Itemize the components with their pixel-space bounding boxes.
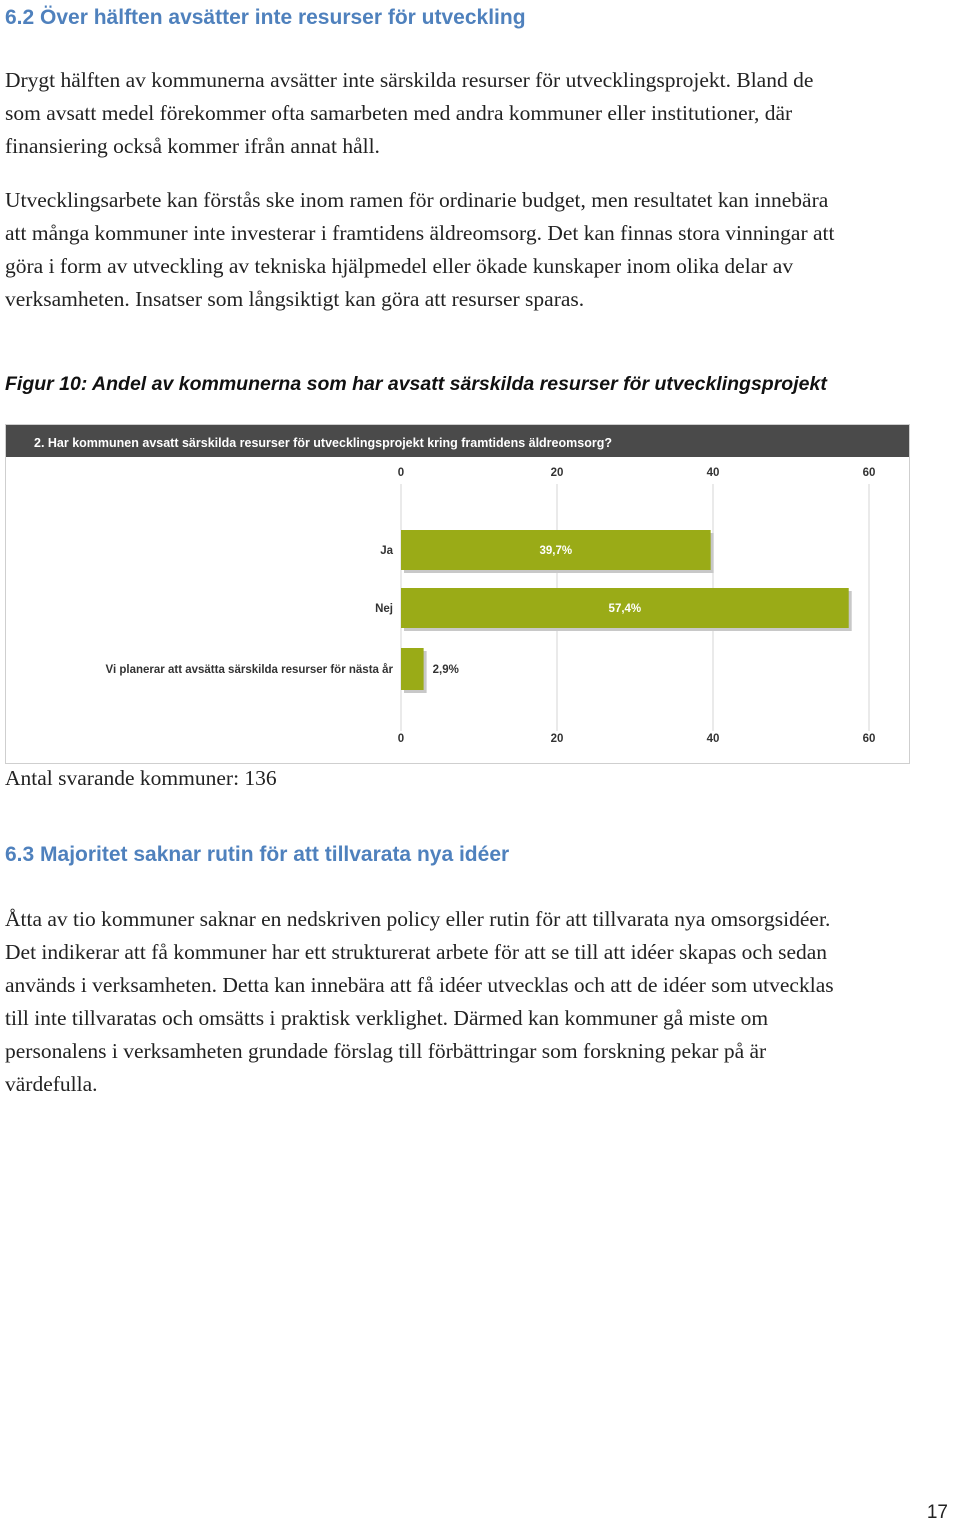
x-tick-label-bottom: 0 [397, 733, 405, 745]
survey-bar-chart [5, 424, 910, 764]
text-line: att många kommuner inte investerar i framtidens äldreomsorg. Det kan finnas stora vinningar att [5, 221, 835, 245]
text-line: verksamheten. Insatser som långsiktigt kan göra att resurser sparas. [5, 287, 585, 311]
section-heading-6-3: 6.3 Majoritet saknar rutin för att tillvarata nya idéer [5, 843, 510, 866]
paragraph-development-work [5, 184, 957, 316]
category-label: Nej [375, 603, 393, 615]
text-line: värdefulla. [5, 1072, 98, 1096]
text-line: Drygt hälften av kommunerna avsätter inte särskilda resurser för utvecklingsprojekt. Bland de [5, 68, 814, 92]
category-label: Ja [380, 545, 393, 557]
text-line: Det indikerar att få kommuner har ett strukturerat arbete för att se till att idéer skapas och sedan [5, 940, 828, 964]
paragraph-idea-routines [5, 903, 957, 1101]
text-line: Åtta av tio kommuner saknar en nedskriven policy eller rutin för att tillvarata nya omsorgsidéer. [5, 907, 831, 931]
text-line: finansiering också kommer ifrån annat håll. [5, 134, 380, 158]
x-tick-label-top: 0 [397, 467, 405, 479]
page-number: 17 [926, 1502, 948, 1523]
section-heading-6-2: 6.2 Över hälften avsätter inte resurser för utveckling [5, 6, 526, 29]
text-line: personalens i verksamheten grundade förslag till förbättringar som forskning pekar på är [5, 1039, 767, 1063]
bar [401, 648, 424, 690]
respondent-count: Antal svarande kommuner: 136 [5, 766, 277, 790]
x-tick-label-bottom: 20 [550, 733, 564, 745]
paragraph-resources-intro [5, 64, 957, 163]
x-tick-label-bottom: 40 [706, 733, 720, 745]
chart-title: 2. Har kommunen avsatt särskilda resurser för utvecklingsprojekt kring framtidens äldreomsorg? [34, 436, 612, 450]
data-label: 2,9% [432, 664, 459, 676]
x-tick-label-top: 40 [706, 467, 720, 479]
x-tick-label-top: 20 [550, 467, 564, 479]
x-tick-label-top: 60 [862, 467, 876, 479]
figure-caption: Figur 10: Andel av kommunerna som har avsatt särskilda resurser för utvecklingsprojekt [5, 373, 827, 395]
x-tick-label-bottom: 60 [862, 733, 876, 745]
data-label: 39,7% [539, 545, 573, 557]
text-line: till inte tillvaratas och omsätts i praktisk verklighet. Därmed kan kommuner gå miste om [5, 1006, 769, 1030]
data-label: 57,4% [608, 603, 642, 615]
text-line: Utvecklingsarbete kan förstås ske inom ramen för ordinarie budget, men resultatet kan innebära [5, 188, 829, 212]
text-line: som avsatt medel förekommer ofta samarbeten med andra kommuner eller institutioner, där [5, 101, 793, 125]
category-label: Vi planerar att avsätta särskilda resurser för nästa år [105, 664, 393, 676]
text-line: göra i form av utveckling av tekniska hjälpmedel eller ökade kunskaper inom olika delar av [5, 254, 794, 278]
chart-canvas [6, 425, 909, 763]
text-line: används i verksamheten. Detta kan innebära att få idéer utvecklas och att de idéer som utvecklas [5, 973, 834, 997]
